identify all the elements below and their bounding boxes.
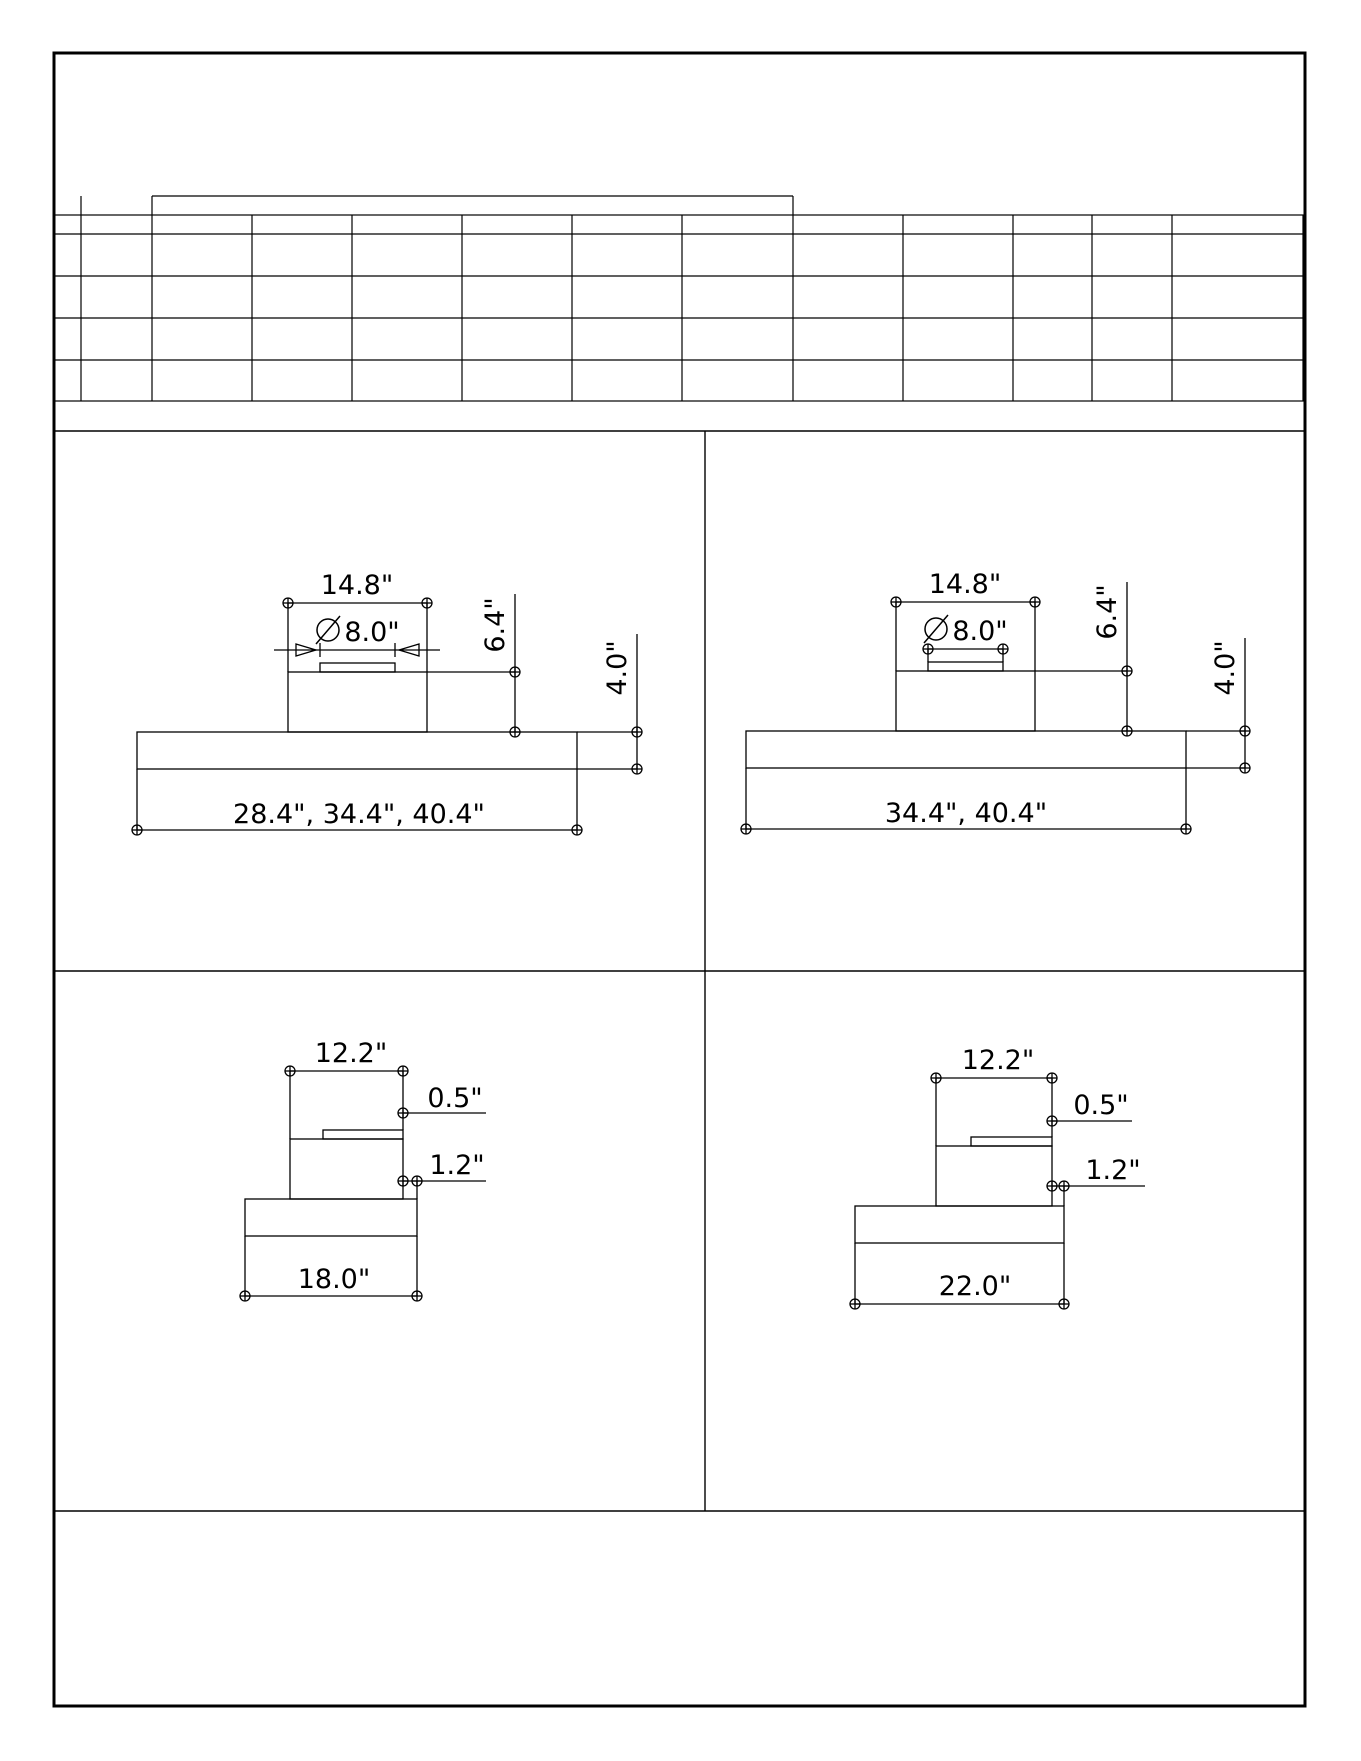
side-large-offset-mid-label: 1.2"	[429, 1150, 485, 1181]
front-large-height-label: 6.4"	[480, 597, 511, 653]
side-large-width-label: 12.2"	[314, 1038, 388, 1069]
side-xl-depth-label: 22.0"	[938, 1271, 1012, 1302]
front-xl-length-label: 34.4", 40.4"	[884, 798, 1048, 829]
sheet-border	[54, 53, 1305, 1706]
side-large-offset-top-label: 0.5"	[427, 1083, 483, 1114]
side-large-depth-label: 18.0"	[297, 1264, 371, 1295]
front-xl-height-label: 6.4"	[1092, 584, 1123, 640]
spec-table	[54, 196, 1303, 401]
diameter-icon	[316, 616, 340, 644]
front-xl-diameter-label: 8.0"	[952, 616, 1008, 647]
front-large-length-label: 28.4", 34.4", 40.4"	[233, 799, 485, 830]
front-large-width-label: 14.8"	[320, 570, 394, 601]
front-large-base-label: 4.0"	[602, 640, 633, 696]
front-xl-width-label: 14.8"	[928, 569, 1002, 600]
diameter-icon	[924, 615, 948, 643]
side-xl-offset-top-label: 0.5"	[1073, 1090, 1129, 1121]
front-xl-base-label: 4.0"	[1210, 640, 1241, 696]
front-large-diameter-label: 8.0"	[344, 617, 400, 648]
side-xl-offset-mid-label: 1.2"	[1085, 1155, 1141, 1186]
side-xl-width-label: 12.2"	[961, 1045, 1035, 1076]
